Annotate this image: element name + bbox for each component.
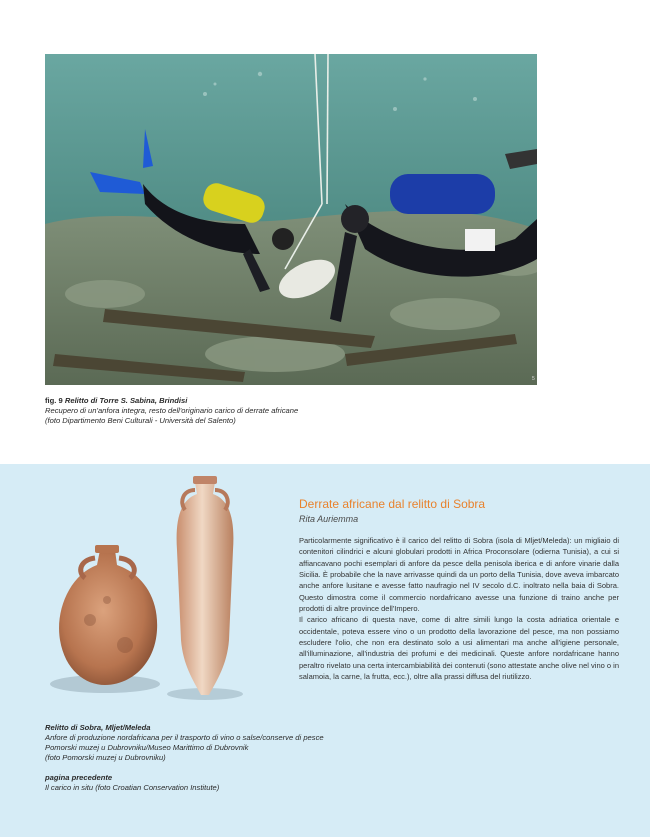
figure-9-caption-credit: (foto Dipartimento Beni Culturali - Università del Salento) [45,416,236,425]
article-paragraph: Particolarmente significativo è il carico del relitto di Sobra (isola di Mljet/Meleda): un migliaio di contenitori cilindrici e alcuni globulari prodotti in Africa Proconsolare (odierna Tunisia), a cui si affiancavano pochi esemplari di anfore da pesce della penisola iberica e di anfore vinarie dalla Sicilia. È probabile che la nave arrivasse quindi da un porto della Tunisia, dove aveva imbarcato anche anfore lusitane e avesse fatto naufragio nel IV secolo d.C. inoltrato nella baia di Sobra. Questo dimostra come il commercio nordafricano avesse una funzione di traino anche per prodotti di altre province dell'Impero. [299,536,619,614]
article-author: Rita Auriemma [299,514,359,524]
article-body [299,535,619,682]
sobra-caption-line: Anfore di produzione nordafricana per il trasporto di vino o salse/conserve di pesce [45,733,324,742]
figure-label: fig. 9 [45,396,63,405]
page-mark: 5 [532,376,535,382]
figure-title: Relitto di Torre S. Sabina, Brindisi [64,396,188,405]
figure-9-caption-line: Recupero di un'anfora integra, resto dell'originario carico di derrate africane [45,406,299,415]
figure-9-caption [45,396,525,426]
previous-page-caption [45,773,445,793]
sobra-caption-line: Pomorski muzej u Dubrovniku/Museo Marittimo di Dubrovnik [45,743,249,752]
article-title: Derrate africane dal relitto di Sobra [299,497,486,511]
sobra-caption [45,723,445,763]
sobra-caption-title: Relitto di Sobra, Mljet/Meleda [45,723,151,732]
article-paragraph: Il carico africano di questa nave, come di altre simili lungo la costa adriatica orientale e occidentale, poteva essere vino o un prodotto della lavorazione del pesce, ma non possiamo escludere l'olio, che non era destinato solo a usi alimentari ma anche all'igiene personale, all'illuminazione, all'industria dei profumi e dei medicinali. Queste anfore nordafricane hanno peraltro rivelato una certa intercambiabilità dei contenuti (sono attestate anche olive nel vino o in salamoia, la carne, la frutta, ecc.), oltre alla prassi diffusa del riutilizzo. [299,615,619,682]
amphorae-photo [45,470,250,710]
underwater-excavation-photo [45,54,537,385]
sobra-caption-line: (foto Pomorski muzej u Dubrovniku) [45,753,166,762]
previous-page-caption-line: Il carico in situ (foto Croatian Conservation Institute) [45,783,220,792]
article [299,497,619,682]
figure-9-caption-title [45,396,525,406]
previous-page-caption-title: pagina precedente [45,773,113,782]
